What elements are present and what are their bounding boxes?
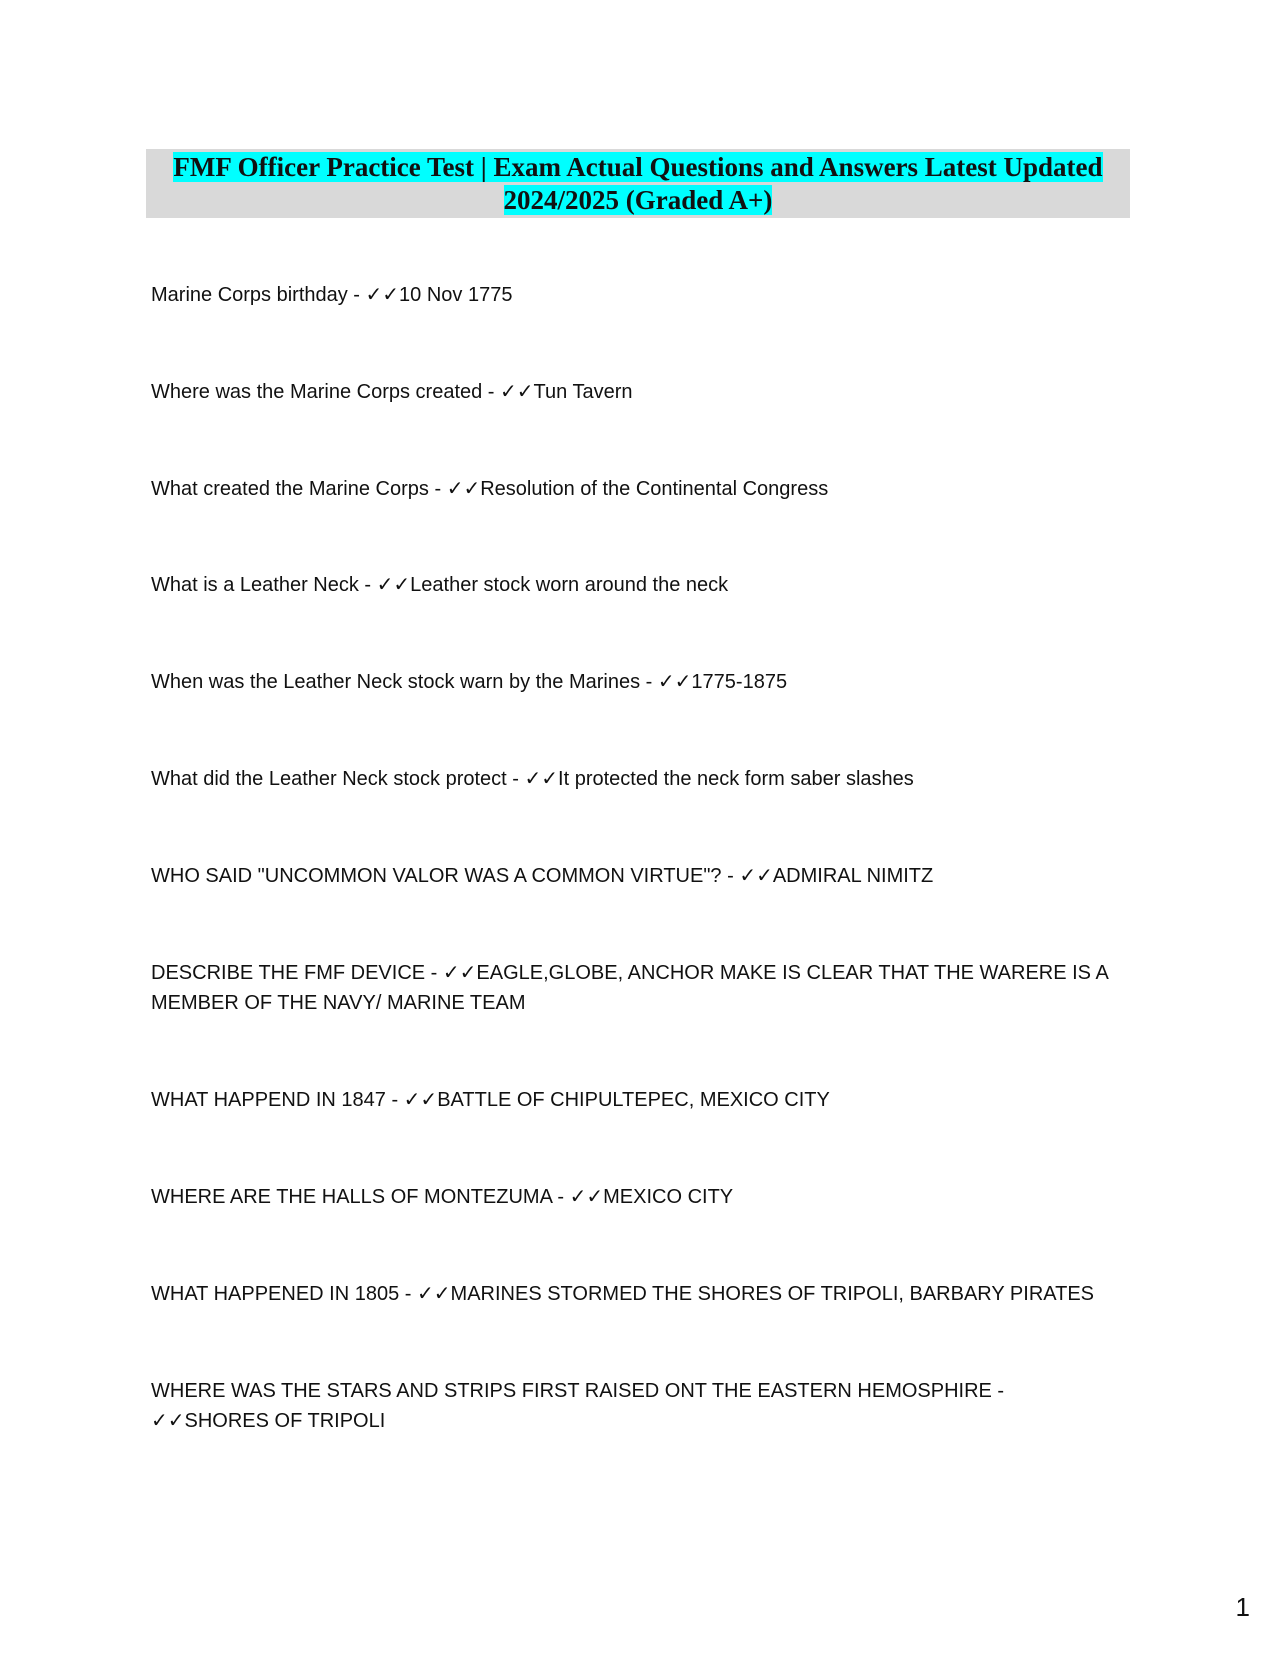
separator: - [482,381,501,403]
document-title [146,149,1130,217]
question-text: DESCRIBE THE FMF DEVICE [151,962,426,984]
question-text: WHERE WAS THE STARS AND STRIPS FIRST RAISED ONT THE EASTERN HEMOSPHIRE [151,1380,992,1402]
check-marks-icon: ✓✓ [417,1283,451,1305]
separator: - [428,478,447,500]
document-title-highlight: FMF Officer Practice Test | Exam Actual Questions and Answers Latest Updated 2024/2025 (Graded A+) [173,152,1103,215]
check-marks-icon: ✓✓ [376,574,411,596]
qa-item [151,280,1111,310]
qa-item [151,764,1111,794]
page-number: 1 [1235,1592,1250,1622]
question-text: When was the Leather Neck stock warn by the Marines [151,671,641,693]
qa-item [151,1085,1111,1115]
question-text: WHO SAID "UNCOMMON VALOR WAS A COMMON VIRTUE"? [151,865,722,887]
qa-item [151,377,1111,407]
answer-text: ADMIRAL NIMITZ [772,865,934,887]
qa-item [151,1279,1111,1309]
answer-text: 10 Nov 1775 [399,284,513,306]
check-marks-icon: ✓✓ [524,768,559,790]
separator: - [991,1380,1005,1402]
question-text: Where was the Marine Corps created [151,381,483,403]
answer-text: BATTLE OF CHIPULTEPEC, MEXICO CITY [437,1089,830,1111]
separator: - [399,1283,418,1305]
check-marks-icon: ✓✓ [365,284,400,306]
check-marks-icon: ✓✓ [151,1410,185,1432]
answer-text: It protected the neck form saber slashes [558,768,914,790]
separator: - [721,865,740,887]
check-marks-icon: ✓✓ [569,1186,604,1208]
qa-item [151,1376,1111,1436]
question-text: WHAT HAPPEND IN 1847 [151,1089,386,1111]
question-text: What is a Leather Neck [151,574,359,596]
separator: - [347,284,366,306]
separator: - [425,962,443,984]
check-marks-icon: ✓✓ [657,671,692,693]
answer-text: SHORES OF TRIPOLI [184,1410,386,1432]
answer-text: EAGLE,GLOBE, ANCHOR MAKE IS CLEAR THAT THE WARERE IS A MEMBER OF THE NAVY/ MARINE TEAM [151,962,1108,1014]
answer-text: 1775-1875 [691,671,788,693]
question-text: WHAT HAPPENED IN 1805 [151,1283,400,1305]
title-band [146,149,1130,218]
answer-text: Tun Tavern [533,381,633,403]
qa-item [151,667,1111,697]
question-text: What did the Leather Neck stock protect [151,768,507,790]
separator: - [506,768,525,790]
check-marks-icon: ✓✓ [739,865,773,887]
answer-text: Resolution of the Continental Congress [480,478,829,500]
separator: - [358,574,377,596]
check-marks-icon: ✓✓ [403,1089,438,1111]
qa-item [151,958,1111,1018]
qa-item [151,474,1111,504]
question-text: Marine Corps birthday [151,284,348,306]
check-marks-icon: ✓✓ [442,962,477,984]
question-text: WHERE ARE THE HALLS OF MONTEZUMA [151,1186,552,1208]
separator: - [385,1089,404,1111]
separator: - [640,671,658,693]
qa-item [151,861,1111,891]
qa-item [151,570,1111,600]
answer-text: MARINES STORMED THE SHORES OF TRIPOLI, BARBARY PIRATES [450,1283,1095,1305]
answer-text: MEXICO CITY [603,1186,734,1208]
check-marks-icon: ✓✓ [446,478,481,500]
check-marks-icon: ✓✓ [500,381,534,403]
qa-item [151,1182,1111,1212]
question-text: What created the Marine Corps [151,478,429,500]
separator: - [551,1186,570,1208]
answer-text: Leather stock worn around the neck [410,574,729,596]
